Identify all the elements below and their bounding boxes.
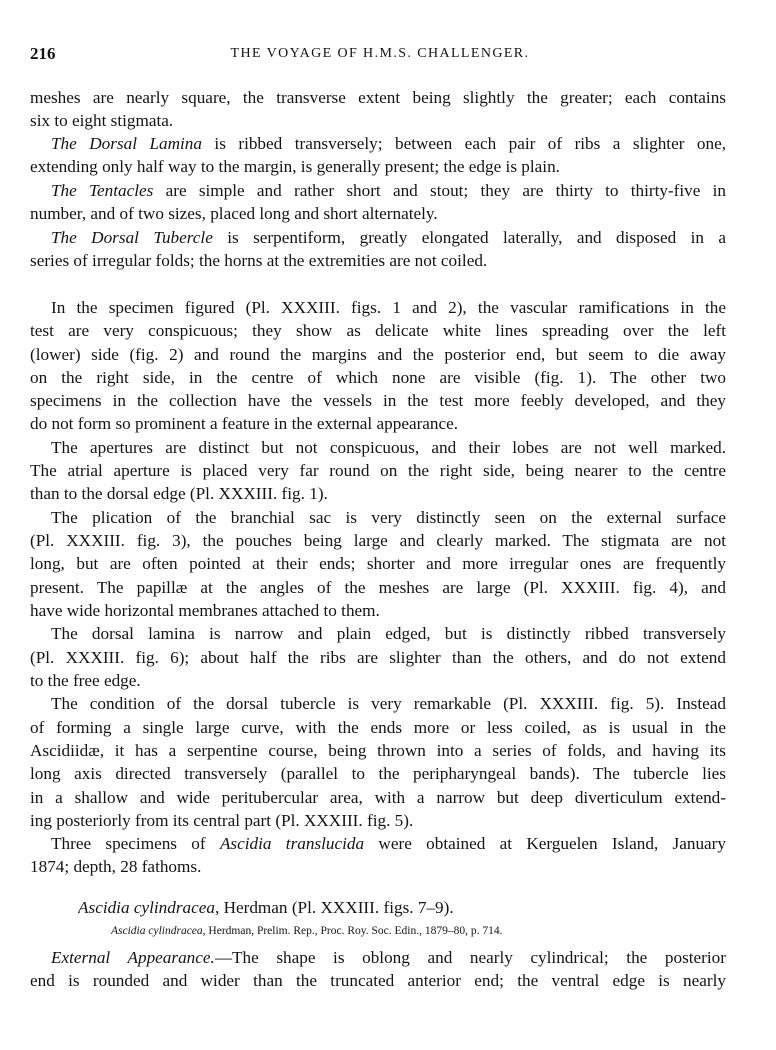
- text-line: number, and of two sizes, placed long and short alternately.: [30, 204, 438, 223]
- species-name: Ascidia translucida: [219, 834, 365, 853]
- text-line: test are very conspicuous; they show as delicate white lines spreading over the left: [30, 321, 726, 340]
- text-line: series of irregular folds; the horns at the extremities are not coiled.: [30, 251, 488, 270]
- section-term: The Dorsal Lamina: [51, 134, 202, 153]
- text-line: The dorsal lamina is narrow and plain edged, but is distinctly ribbed transversely: [51, 624, 726, 643]
- text-line: in a shallow and wide peritubercular area, with a narrow but deep diverticulum extend-: [30, 788, 726, 807]
- text-line: The apertures are distinct but not conspicuous, and their lobes are not well marked.: [51, 438, 726, 457]
- text-line: The condition of the dorsal tubercle is very remarkable (Pl. XXXIII. fig. 5). Instead: [51, 694, 726, 713]
- species-name: Ascidia cylindracea: [111, 925, 203, 937]
- text-line: [51, 179, 726, 202]
- text-line: ing posteriorly from its central part (Pl. XXXIII. fig. 5).: [30, 811, 414, 830]
- text-line: on the right side, in the centre of which none are visible (fig. 1). The other two: [30, 368, 726, 387]
- text-line: do not form so prominent a feature in the external appearance.: [30, 414, 459, 433]
- text-span: —The shape is oblong and nearly cylindrical; the posterior: [214, 948, 726, 967]
- page-header: [30, 44, 730, 68]
- text-line: long axis directed transversely (parallel to the peripharyngeal bands). The tubercle lies: [30, 764, 726, 783]
- text-line: [51, 132, 726, 155]
- text-line: (Pl. XXXIII. fig. 6); about half the ribs are slighter than the others, and do not extend: [30, 648, 726, 667]
- reference-line: [111, 920, 711, 943]
- text-span: is serpentiform, greatly elongated laterally, and disposed in a: [212, 228, 726, 247]
- section-term: The Dorsal Tubercle: [51, 228, 213, 247]
- text-line: [51, 946, 726, 969]
- species-heading: [78, 896, 718, 919]
- text-span: were obtained at Kerguelen Island, January: [364, 834, 726, 853]
- text-line: to the free edge.: [30, 671, 141, 690]
- text-span: are simple and rather short and stout; they are thirty to thirty-five in: [153, 181, 726, 200]
- text-span: , Herdman (Pl. XXXIII. figs. 7–9).: [214, 898, 454, 917]
- text-line: The atrial aperture is placed very far round on the right side, being nearer to the centre: [30, 461, 726, 480]
- text-line: 1874; depth, 28 fathoms.: [30, 857, 202, 876]
- text-line: The plication of the branchial sac is very distinctly seen on the external surface: [51, 508, 726, 527]
- text-line: end is rounded and wider than the truncated anterior end; the ventral edge is nearly: [30, 971, 726, 990]
- text-span: , Herdman, Prelim. Rep., Proc. Roy. Soc. Edin., 1879–80, p. 714.: [202, 925, 503, 937]
- text-span: is ribbed transversely; between each pair of ribs a slighter one,: [201, 134, 726, 153]
- section-term: The Tentacles: [51, 181, 154, 200]
- page-number: 216: [30, 44, 56, 63]
- text-line: six to eight stigmata.: [30, 111, 174, 130]
- text-line: present. The papillæ at the angles of the meshes are large (Pl. XXXIII. fig. 4), and: [30, 578, 726, 597]
- text-span: Three specimens of: [51, 834, 220, 853]
- text-span: , it has a serpentine course, being thrown into a series of folds, and having its: [99, 741, 726, 760]
- text-line: [51, 226, 726, 249]
- text-line: meshes are nearly square, the transverse extent being slightly the greater; each contains: [30, 88, 726, 107]
- text-line: long, but are often pointed at their ends; shorter and more irregular ones are frequently: [30, 554, 726, 573]
- text-line: [30, 739, 726, 762]
- running-title: THE VOYAGE OF H.M.S. CHALLENGER.: [230, 46, 530, 61]
- text-line: of forming a single large curve, with the ends more or less coiled, as is usual in the: [30, 718, 726, 737]
- text-line: (lower) side (fig. 2) and round the margins and the posterior end, but seem to die away: [30, 345, 726, 364]
- text-line: have wide horizontal membranes attached to them.: [30, 601, 380, 620]
- species-name: Ascidia cylindracea: [78, 898, 215, 917]
- text-line: extending only half way to the margin, is generally present; the edge is plain.: [30, 157, 560, 176]
- text-line: In the specimen figured (Pl. XXXIII. figs. 1 and 2), the vascular ramifications in the: [51, 298, 726, 317]
- text-line: specimens in the collection have the vessels in the test more feebly developed, and they: [30, 391, 726, 410]
- text-line: than to the dorsal edge (Pl. XXXIII. fig. 1).: [30, 484, 328, 503]
- text-line: [51, 832, 726, 855]
- text-span: Ascidiidæ: [30, 741, 100, 760]
- section-term: External Appearance.: [51, 948, 215, 967]
- text-line: (Pl. XXXIII. fig. 3), the pouches being large and clearly marked. The stigmata are not: [30, 531, 726, 550]
